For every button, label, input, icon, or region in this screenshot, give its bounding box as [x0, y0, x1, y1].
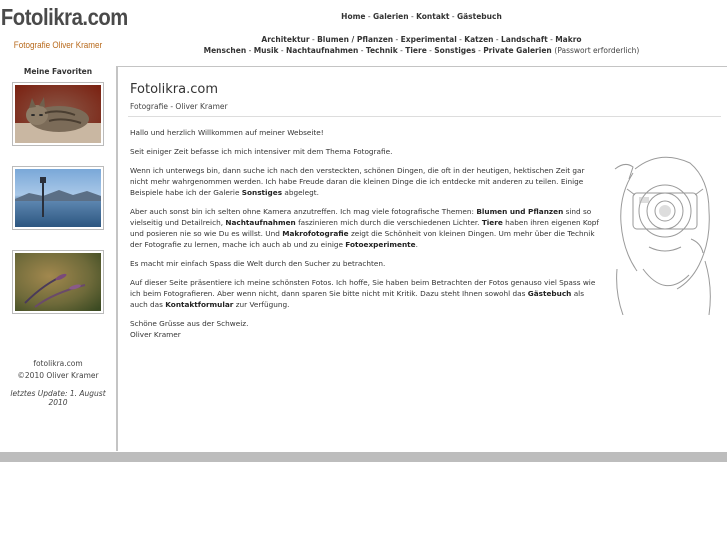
- page-title: Fotolikra.com: [130, 82, 218, 97]
- nav-link-home[interactable]: Home: [341, 12, 366, 21]
- link-blumen[interactable]: Blumen und Pflanzen: [476, 207, 564, 216]
- footer-site: fotolikra.com: [33, 359, 83, 368]
- logo-subtitle: Fotografie Oliver Kramer: [13, 40, 103, 51]
- nav-separator: -: [309, 35, 318, 44]
- nav-link-sonstiges[interactable]: Sonstiges: [434, 46, 476, 55]
- nav-link-musik[interactable]: Musik: [253, 46, 279, 55]
- site-logo[interactable]: [0, 4, 128, 51]
- nav-separator: -: [397, 46, 406, 55]
- nav-link-experimental[interactable]: Experimental: [400, 35, 457, 44]
- paragraph: Auf dieser Seite präsentiere ich meine schönsten Fotos. Ich hoffe, Sie haben beim Betrachten der Fotos genauso viel Spass wie ich beim Fotografieren. Aber wenn nicht, dann sparen Sie bitte nicht mit Kritik. Dazu steht Ihnen sowohl das Gästebuch als auch das Kontaktformular zur Verfügung.: [130, 278, 596, 309]
- divider: [128, 116, 721, 117]
- nav-separator: -: [246, 46, 254, 55]
- footer-copyright: ©2010 Oliver Kramer: [17, 370, 99, 380]
- nav-row-gallery-2: [116, 45, 727, 56]
- nav-link-private-galerien[interactable]: Private Galerien: [483, 46, 552, 55]
- top-navigation: [116, 11, 727, 56]
- nav-separator: -: [408, 12, 417, 21]
- footer-bar: [0, 452, 727, 462]
- nav-separator: -: [365, 12, 373, 21]
- page-subtitle: Fotografie - Oliver Kramer: [130, 102, 228, 111]
- link-sonstiges[interactable]: Sonstiges: [241, 188, 283, 197]
- sidebar: [0, 62, 116, 407]
- link-gaestebuch[interactable]: Gästebuch: [527, 289, 572, 298]
- main-content: [116, 66, 727, 451]
- nav-separator: -: [278, 46, 286, 55]
- nav-link-architektur[interactable]: Architektur: [261, 35, 310, 44]
- paragraph: Wenn ich unterwegs bin, dann suche ich nach den versteckten, schönen Dingen, die oft in der heutigen, hektischen Zeit gar nicht mehr wahrgenommen werden. Ich habe Freude daran die kleinen Dinge die ich entdecke mit anderen zu teilen. Einige Beispiele habe ich der Galerie Sonstiges abgelegt.: [130, 166, 585, 197]
- favorite-thumb-lake[interactable]: [12, 166, 104, 230]
- nav-link-technik[interactable]: Technik: [365, 46, 398, 55]
- paragraph: Hallo und herzlich Willkommen auf meiner Webseite!: [130, 128, 324, 137]
- link-nachtaufnahmen[interactable]: Nachtaufnahmen: [225, 218, 296, 227]
- link-makrofotografie[interactable]: Makrofotografie: [282, 229, 349, 238]
- favorite-thumb-cat[interactable]: [12, 82, 104, 146]
- favorite-thumb-grass[interactable]: [12, 250, 104, 314]
- nav-link-kontakt[interactable]: Kontakt: [416, 12, 450, 21]
- nav-link-landschaft[interactable]: Landschaft: [501, 35, 548, 44]
- nav-separator: -: [493, 35, 501, 44]
- paragraph: Aber auch sonst bin ich selten ohne Kamera anzutreffen. Ich mag viele fotografische Themen: Blumen und Pflanzen sind so vielseitig und Detailreich, Nachtaufnahmen faszinieren mich durch die verschiedenen Lichter. Tiere haben ihren eigenen Kopf und posieren nie so wie Du es willst. Und Makrofotografie zeigt die Schönheit von kleinen Dingen. Um mehr über die Technik der Fotografie zu lernen, mache ich auch ab und zu einige Fotoexperimente.: [130, 207, 599, 249]
- nav-separator: -: [475, 46, 484, 55]
- nav-link-tiere[interactable]: Tiere: [405, 46, 427, 55]
- link-kontaktformular[interactable]: Kontaktformular: [165, 300, 234, 309]
- nav-link-makro[interactable]: Makro: [555, 35, 582, 44]
- nav-separator: -: [426, 46, 435, 55]
- nav-separator: -: [358, 46, 366, 55]
- nav-link-menschen[interactable]: Menschen: [203, 46, 247, 55]
- password-note: (Passwort erforderlich): [554, 46, 640, 55]
- nav-link-galerien[interactable]: Galerien: [373, 12, 409, 21]
- paragraph: Schöne Grüsse aus der Schweiz. Oliver Kramer: [130, 319, 249, 339]
- nav-separator: -: [449, 12, 457, 21]
- paragraph: Es macht mir einfach Spass die Welt durch den Sucher zu betrachten.: [130, 259, 386, 268]
- logo-title: Fotolikra.com: [0, 4, 128, 30]
- nav-separator: -: [547, 35, 556, 44]
- lake-fork-photo-image: [15, 169, 101, 227]
- nav-link-blumen[interactable]: Blumen / Pflanzen: [317, 35, 394, 44]
- nav-link-gaestebuch[interactable]: Gästebuch: [456, 12, 502, 21]
- photographer-portrait-image: [605, 149, 717, 315]
- nav-separator: -: [393, 35, 401, 44]
- sidebar-footer: [0, 358, 116, 381]
- nav-link-nachtaufnahmen[interactable]: Nachtaufnahmen: [286, 46, 359, 55]
- grass-macro-photo-image: [15, 253, 101, 311]
- paragraph: Seit einiger Zeit befasse ich mich intensiver mit dem Thema Fotografie.: [130, 147, 393, 156]
- nav-row-gallery-1: [116, 34, 727, 45]
- welcome-text: [130, 127, 602, 348]
- link-fotoexperimente[interactable]: Fotoexperimente: [345, 240, 416, 249]
- favorites-title: Meine Favoriten: [23, 67, 93, 76]
- nav-row-main: [116, 11, 727, 22]
- nav-link-katzen[interactable]: Katzen: [464, 35, 494, 44]
- cat-photo-image: [15, 85, 101, 143]
- last-update: letztes Update: 1. August 2010: [10, 389, 106, 407]
- link-tiere[interactable]: Tiere: [481, 218, 503, 227]
- nav-separator: -: [456, 35, 465, 44]
